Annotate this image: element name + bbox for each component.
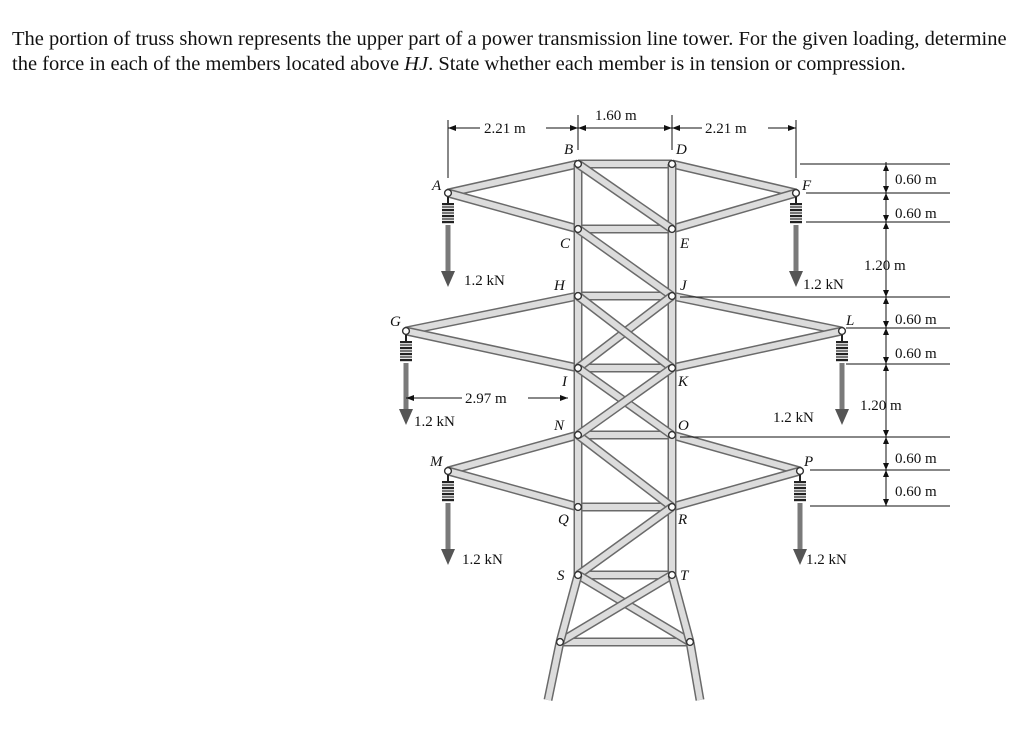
- joint-k: [669, 365, 676, 372]
- joint-s: [575, 572, 582, 579]
- truss-members: [406, 164, 842, 700]
- node-label-k: K: [678, 374, 689, 390]
- joint-f: [793, 190, 800, 197]
- dim-right-5: 0.60 m: [895, 346, 937, 362]
- dim-top-left: 2.21 m: [484, 121, 526, 137]
- node-label-n: N: [554, 418, 565, 434]
- load-arrow-l: [835, 363, 849, 425]
- node-label-a: A: [432, 178, 442, 194]
- member-r-s: [578, 507, 672, 575]
- dim-right-4: 0.60 m: [895, 312, 937, 328]
- node-label-s: S: [557, 568, 565, 584]
- joint-t: [669, 572, 676, 579]
- member-m-n: [448, 435, 578, 471]
- problem-text-1: The portion of truss shown represents the upper part of a power transmission line tower. For the given loading, determine the force in each of the members located above: [12, 28, 1007, 75]
- joint-p: [797, 468, 804, 475]
- joint-h: [575, 293, 582, 300]
- joint-v: [687, 639, 694, 646]
- load-arrow-f: [789, 225, 803, 287]
- dim-right-7: 0.60 m: [895, 451, 937, 467]
- member-b-e: [578, 164, 672, 229]
- joint-i: [575, 365, 582, 372]
- node-label-p: P: [804, 454, 814, 470]
- member-r-p: [672, 471, 800, 507]
- node-labels: [390, 142, 854, 584]
- joint-q: [575, 504, 582, 511]
- joint-e: [669, 226, 676, 233]
- load-label-l: 1.2 kN: [773, 410, 814, 426]
- member-o-p: [672, 435, 800, 471]
- node-label-j: J: [680, 278, 687, 294]
- node-label-t: T: [680, 568, 689, 584]
- member-g-i: [406, 331, 578, 368]
- joint-r: [669, 504, 676, 511]
- joint-c: [575, 226, 582, 233]
- joint-j: [669, 293, 676, 300]
- dim-right-2: 0.60 m: [895, 206, 937, 222]
- node-label-r: R: [678, 512, 688, 528]
- joint-o: [669, 432, 676, 439]
- member-d-f: [672, 164, 796, 193]
- node-label-h: H: [554, 278, 565, 294]
- node-label-e: E: [680, 236, 690, 252]
- member-a-c: [448, 193, 578, 229]
- node-label-i: I: [562, 374, 567, 390]
- load-arrow-g: [399, 363, 413, 425]
- dim-mid-left: 2.97 m: [465, 391, 507, 407]
- joint-m: [445, 468, 452, 475]
- member-c-j: [578, 229, 672, 296]
- dim-top-mid: 1.60 m: [595, 108, 637, 124]
- joint-b: [575, 161, 582, 168]
- joint-g: [403, 328, 410, 335]
- member-a-b: [448, 164, 578, 193]
- member-u-w1: [548, 642, 560, 700]
- load-label-a: 1.2 kN: [464, 273, 505, 289]
- dim-right-6: 1.20 m: [860, 398, 902, 414]
- load-label-m: 1.2 kN: [462, 552, 503, 568]
- load-arrow-p: [793, 503, 807, 565]
- node-label-l: L: [846, 313, 855, 329]
- joint-l: [839, 328, 846, 335]
- load-label-p: 1.2 kN: [806, 552, 847, 568]
- node-label-d: D: [676, 142, 687, 158]
- node-label-o: O: [678, 418, 689, 434]
- load-label-g: 1.2 kN: [414, 414, 455, 430]
- problem-text-2: . State whether each member is in tension or compression.: [428, 53, 906, 75]
- member-m-q: [448, 471, 578, 507]
- member-g-h: [406, 296, 578, 331]
- joint-n: [575, 432, 582, 439]
- load-arrow-m: [441, 503, 455, 565]
- member-hj-label: HJ: [404, 53, 429, 75]
- member-n-r: [578, 435, 672, 507]
- load-label-f: 1.2 kN: [803, 277, 844, 293]
- node-label-c: C: [560, 236, 571, 252]
- dim-right-3: 1.20 m: [864, 258, 906, 274]
- node-label-g: G: [390, 314, 401, 330]
- joint-a: [445, 190, 452, 197]
- node-label-m: M: [430, 454, 443, 470]
- joint-u: [557, 639, 564, 646]
- load-arrow-a: [441, 225, 455, 287]
- dim-right-8: 0.60 m: [895, 484, 937, 500]
- member-j-l: [672, 296, 842, 331]
- node-label-b: B: [564, 142, 574, 158]
- dim-right-1: 0.60 m: [895, 172, 937, 188]
- node-label-f: F: [802, 178, 812, 194]
- member-e-f: [672, 193, 796, 229]
- node-label-q: Q: [558, 512, 569, 528]
- joint-d: [669, 161, 676, 168]
- member-k-l: [672, 331, 842, 368]
- dim-top-right: 2.21 m: [705, 121, 747, 137]
- member-v-w2: [690, 642, 700, 700]
